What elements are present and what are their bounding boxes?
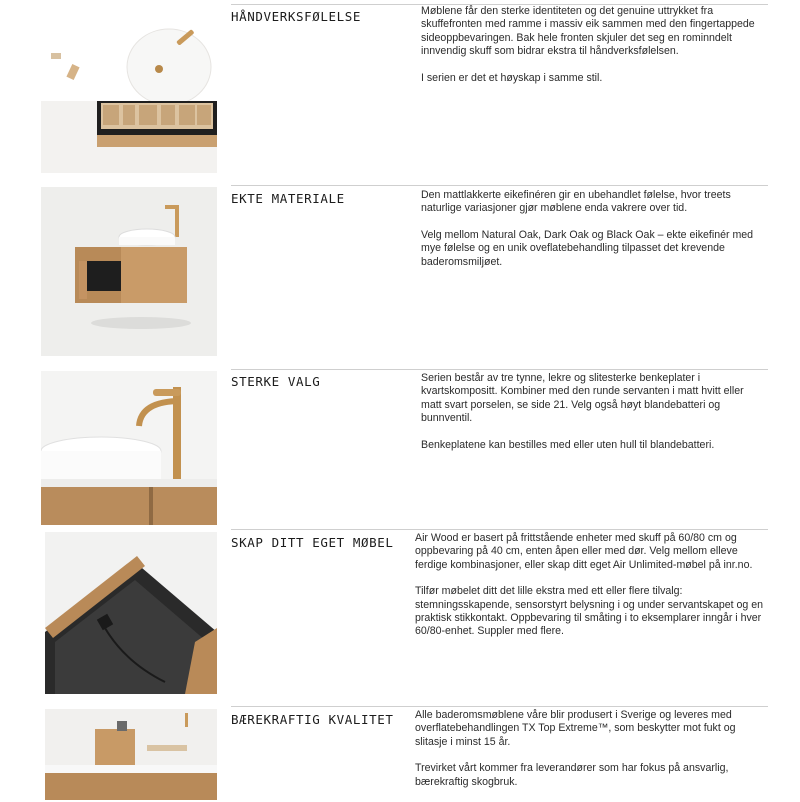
photo-open-drawer [45,532,217,694]
section-divider [231,529,768,530]
paragraph: Benkeplatene kan bestilles med eller uten hull til blandebatteri. [421,438,715,451]
photo-basin-faucet [41,371,217,525]
section-body [421,189,766,282]
paragraph: Tilfør møbelet ditt det lille ekstra med ett eller flere tilvalg: stemningsskapende, sensorstyrt belysning i og under servantskapet og en praktisk stikkontakt. Oppbevaring til småting i to eksemplarer inngår i hver 60/80-enhet. Suppler med flere. [415,585,764,638]
section-body [415,532,770,652]
section-divider [231,185,768,186]
section-body [421,372,766,465]
section-heading: BÆREKRAFTIG KVALITET [231,712,394,727]
paragraph: Møblene får den sterke identiteten og det genuine uttrykket fra skuffefronten med ramme i massiv eik sammen med den fingertappede sideoppbevaringen. Bak hele fronten skjuler det seg en rominndelt innvendig skuff som bidrar ekstra til håndverksfølelsen. [421,5,755,58]
section-heading: HÅNDVERKSFØLELSE [231,9,362,24]
photo-drawer-organizer [41,5,217,173]
paragraph: Serien består av tre tynne, lekre og slitesterke benkeplater i kvartskompositt. Kombiner med den runde servanten i matt hvitt eller matt svart porselen, se side 21. Velg også høyt blandebatteri og bunnventil. [421,372,744,425]
paragraph: Den mattlakkerte eikefinéren gir en ubehandlet følelse, hvor treets naturlige variasjoner gjør møblene enda vakrere over tid. [421,189,731,215]
section-body [415,709,770,802]
photo-oak-vanity [41,187,217,356]
paragraph: Trevirket vårt kommer fra leverandører som har fokus på ansvarlig, bærekraftig skogbruk. [415,762,729,788]
paragraph: I serien er det et høyskap i samme stil. [421,71,603,84]
section-body [421,5,761,98]
section-heading: SKAP DITT EGET MØBEL [231,535,394,550]
paragraph: Air Wood er basert på frittstående enheter med skuff på 60/80 cm og oppbevaring på 40 cm, enten åpen eller med dør. Velg mellom elleve ferdige kombinasjoner, eller skap ditt eget Air Unlimited-møbel på inr.no. [415,532,753,571]
paragraph: Velg mellom Natural Oak, Dark Oak og Black Oak – ekte eikefinér med mye følelse og en unik oveflatebehandling tilpasset det krevende baderomsmiljøet. [421,228,754,268]
photo-sustainable-vanity [45,709,217,800]
section-heading: EKTE MATERIALE [231,191,345,206]
section-divider [231,706,768,707]
section-heading: STERKE VALG [231,374,321,389]
section-divider [231,369,768,370]
paragraph: Alle baderomsmøblene våre blir produsert i Sverige og leveres med overflatebehandlingen TX Top Extreme™, som beskytter mot fukt og slitasje i minst 15 år. [415,709,736,748]
